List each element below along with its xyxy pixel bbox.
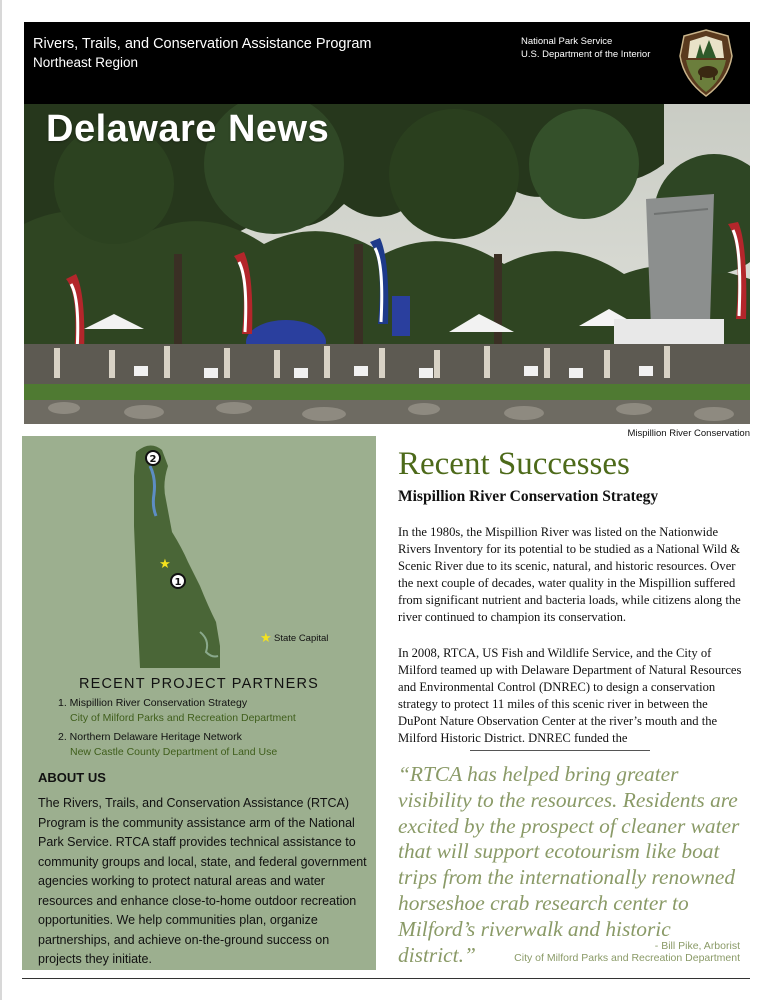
region-label: Northeast Region bbox=[33, 55, 139, 70]
partner-2-org: New Castle County Department of Land Use bbox=[70, 746, 278, 758]
partners-heading: RECENT PROJECT PARTNERS bbox=[78, 676, 320, 692]
quote-organization: City of Milford Parks and Recreation Department bbox=[514, 952, 740, 964]
quote-divider bbox=[470, 750, 650, 751]
pull-quote: “RTCA has helped bring greater visibility to the resources. Residents are excited by the prospect of cleaner water that will support ecotourism like boat trips from the internationally renowned horseshoe crab research center to Milford’s riverwalk and historic district.” bbox=[398, 762, 740, 967]
delaware-outline bbox=[134, 445, 220, 668]
section-title: Recent Successes bbox=[398, 446, 630, 482]
map-legend-label: State Capital bbox=[274, 633, 329, 644]
map-marker-1-label: 1 bbox=[174, 577, 182, 588]
photo-caption: Mispillion River Conservation bbox=[627, 428, 750, 439]
partner-1-org: City of Milford Parks and Recreation Department bbox=[70, 712, 296, 724]
article-subtitle: Mispillion River Conservation Strategy bbox=[398, 488, 659, 505]
about-body: The Rivers, Trails, and Conservation Assistance (RTCA) Program is the community assistance arm of the National Park Service. RTCA staff provides technical assistance to community groups and local, state, and federal government agencies working to protect natural areas and water resources and enhance close-to-home outdoor recreation opportunities. We help communities plan, organize partnerships, and achieve on-the-ground success on projects they initiate. bbox=[38, 796, 367, 966]
department-label: U.S. Department of the Interior bbox=[521, 49, 651, 60]
agency-label: National Park Service bbox=[521, 36, 613, 47]
capital-star-icon: ★ bbox=[159, 557, 171, 572]
festival-scene-illustration bbox=[24, 104, 750, 424]
page-edge bbox=[0, 0, 2, 1000]
legend-star-icon: ★ bbox=[260, 630, 272, 645]
footer-rule bbox=[22, 978, 750, 979]
hero-photo bbox=[24, 104, 750, 424]
partner-2-name: 2. Northern Delaware Heritage Network bbox=[58, 731, 242, 743]
program-title: Rivers, Trails, and Conservation Assistance Program bbox=[33, 36, 372, 52]
newsletter-title: Delaware News bbox=[46, 108, 330, 150]
sidebar-panel bbox=[22, 436, 376, 970]
partner-1-name: 1. Mispillion River Conservation Strategy bbox=[58, 697, 248, 709]
map-marker-2-label: 2 bbox=[149, 454, 157, 465]
article-paragraph-2: In 2008, RTCA, US Fish and Wildlife Service, and the City of Milford teamed up with Delaware Department of Natural Resources and Environmental Control (DNREC) to design a conservation strategy to protect 11 miles of this scenic river in between the DuPont Nature Observation Center at the river’s mouth and the Milford Historic District. DNREC funded the bbox=[398, 646, 742, 745]
masthead bbox=[24, 22, 750, 104]
article-paragraph-1: In the 1980s, the Mispillion River was listed on the Nationwide Rivers Inventory for its potential to be studied as a National Wild & Scenic River due to its scenic, natural, and historic resources. Over the next couple of decades, water quality in the Mispillion suffered from significant nutrient and bacteria loads, while citizens along the river continued to champion its conservation. bbox=[398, 525, 741, 624]
nps-arrowhead-logo bbox=[678, 28, 734, 98]
quote-author: - Bill Pike, Arborist bbox=[654, 940, 740, 952]
about-heading: ABOUT US bbox=[38, 770, 106, 785]
